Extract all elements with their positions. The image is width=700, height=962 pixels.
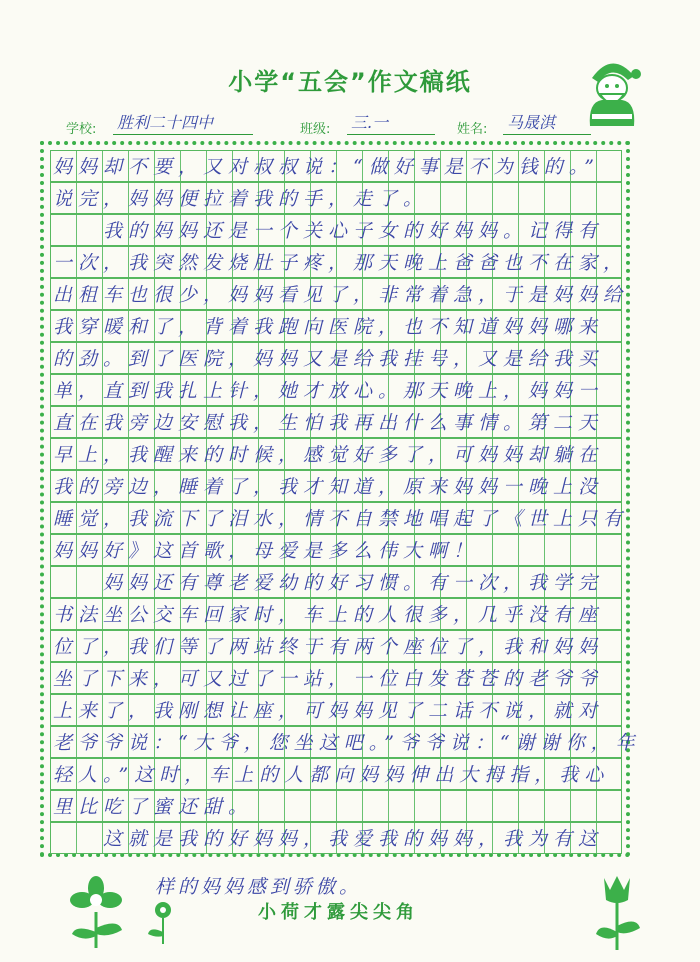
- essay-line: 妈妈还有尊老爱幼的好习惯。有一次，我学完: [53, 572, 604, 594]
- grid-line: [50, 822, 622, 854]
- grid-line: [50, 214, 622, 246]
- grid-line: [50, 758, 622, 790]
- grid-line: [50, 438, 622, 470]
- essay-overflow-line: 样的妈妈感到骄傲。: [155, 876, 363, 898]
- grid-line: [50, 662, 622, 694]
- page-title: 小学“五会”作文稿纸: [228, 68, 472, 96]
- grid-line: [50, 470, 622, 502]
- header-info-row: [0, 112, 700, 138]
- name-label: 姓名:: [457, 122, 488, 137]
- grid-line: [50, 502, 629, 534]
- tulip-icon: [592, 870, 642, 950]
- school-value: 胜利二十四中: [113, 112, 253, 135]
- essay-line: 一次，我突然发烧肚子疼，那天晚上爸爸也不在家，: [53, 252, 629, 274]
- grid-line: [50, 630, 622, 662]
- essay-line: 老爷爷说：“大爷，您坐这吧。”爷爷说：“谢谢你，年: [53, 732, 641, 754]
- footer-motto: 小荷才露尖尖角: [258, 902, 419, 923]
- essay-line: 单，直到我扎上针，她才放心。那天晚上，妈妈一: [53, 380, 604, 402]
- essay-line: 我的妈妈还是一个关心子女的好妈妈。记得有: [53, 220, 604, 242]
- grid-line: [50, 790, 622, 822]
- name-value: 马晟淇: [503, 112, 591, 135]
- grid-line: [50, 150, 622, 182]
- essay-line: 坐了下来，可又过了一站，一位白发苍苍的老爷爷: [53, 668, 604, 690]
- grid-line: [50, 598, 622, 630]
- essay-line: 说完，妈妈便拉着我的手，走了。: [53, 188, 429, 210]
- essay-line: 书法坐公交车回家时，车上的人很多，几乎没有座: [53, 604, 604, 626]
- essay-line: 的劲。到了医院，妈妈又是给我挂号，又是给我买: [53, 348, 604, 370]
- grid-line: [50, 534, 622, 566]
- small-flower-icon: [146, 900, 180, 944]
- class-label: 班级:: [300, 122, 331, 137]
- essay-line: 我的旁边，睡着了，我才知道，原来妈妈一晚上没: [53, 476, 604, 498]
- essay-line: 出租车也很少，妈妈看见了，非常着急，于是妈妈给: [53, 284, 629, 306]
- essay-line: 我穿暖和了，背着我跑向医院，也不知道妈妈哪来: [53, 316, 604, 338]
- essay-line: 这就是我的好妈妈，我爱我的妈妈，我为有这: [53, 828, 604, 850]
- essay-line: 妈妈好》这首歌，母爱是多么伟大啊！: [53, 540, 479, 562]
- grid-line: [50, 310, 622, 342]
- grid-line: [50, 374, 622, 406]
- essay-line: 上来了，我刚想让座，可妈妈见了二话不说，就对: [53, 700, 604, 722]
- grid-line: [50, 566, 622, 598]
- grid-line: [50, 406, 622, 438]
- essay-line: 妈妈却不要，又对叔叔说：“做好事是不为钱的。”: [53, 156, 600, 178]
- essay-line: 睡觉，我流下了泪水，情不自禁地唱起了《世上只有: [53, 508, 629, 530]
- writing-grid: [50, 150, 641, 850]
- flower-icon: [62, 872, 130, 948]
- grid-line: [50, 342, 622, 374]
- school-label: 学校:: [66, 122, 97, 137]
- grid-line: [50, 246, 629, 278]
- essay-line: 位了，我们等了两站终于有两个座位了，我和妈妈: [53, 636, 604, 658]
- grid-line: [50, 694, 622, 726]
- essay-line: 轻人。”这时，车上的人都向妈妈伸出大拇指，我心: [53, 764, 610, 786]
- grid-line: [50, 726, 641, 758]
- grid-line: [50, 182, 622, 214]
- essay-line: 里比吃了蜜还甜。: [53, 796, 254, 818]
- grid-line: [50, 278, 629, 310]
- class-value: 三.一: [347, 112, 435, 135]
- essay-line: 直在我旁边安慰我，生怕我再出什么事情。第二天: [53, 412, 604, 434]
- essay-line: 早上，我醒来的时候，感觉好多了，可妈妈却躺在: [53, 444, 604, 466]
